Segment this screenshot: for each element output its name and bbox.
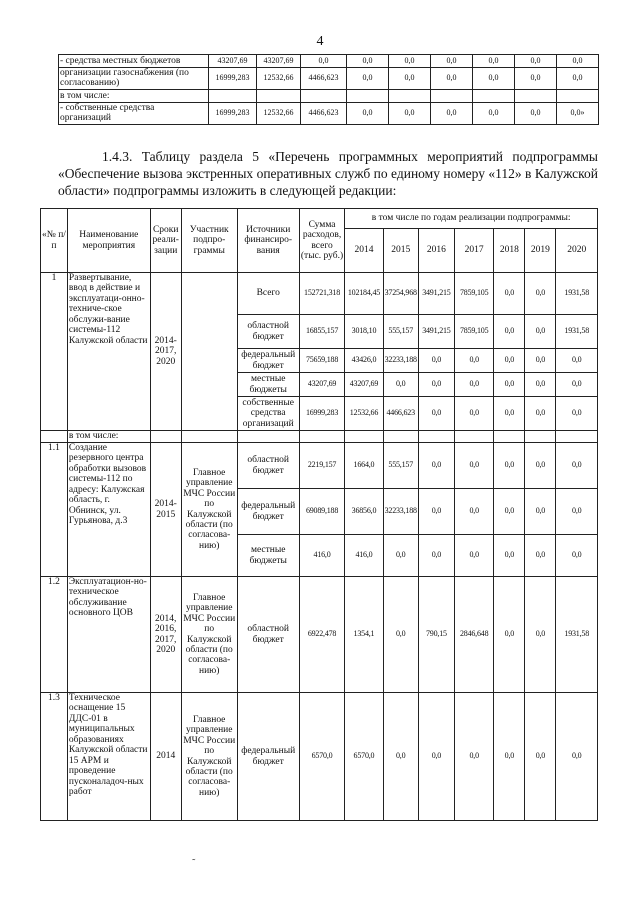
header-period: Сроки реали-зации	[150, 209, 181, 273]
value-cell: 0,0	[347, 68, 389, 90]
value-cell: 0,0	[473, 68, 515, 90]
subtotal-label: в том числе:	[67, 431, 150, 443]
value-cell: 0,0	[383, 577, 418, 693]
value-cell	[557, 89, 599, 102]
funding-source: областной бюджет	[237, 315, 299, 349]
subtotal-empty	[150, 431, 181, 443]
value-cell: 1931,58	[556, 315, 598, 349]
funding-source: федеральный бюджет	[237, 693, 299, 821]
subtotal-empty	[383, 431, 418, 443]
value-cell: 0,0	[301, 55, 347, 68]
table-row	[41, 443, 598, 489]
value-cell: 6922,478	[299, 577, 345, 693]
subtotal-empty	[345, 431, 383, 443]
item-period: 2014	[150, 693, 181, 821]
item-participant: Главное управление МЧС России по Калужской области (по согласова-нию)	[181, 577, 237, 693]
table-row	[41, 693, 598, 821]
header-year-2020: 2020	[556, 229, 598, 273]
scan-mark: ˜	[192, 858, 196, 869]
value-cell: 4466,623	[301, 102, 347, 124]
value-cell: 16855,157	[299, 315, 345, 349]
row-label: - собственные средства организаций	[59, 102, 209, 124]
value-cell: 16999,283	[209, 102, 257, 124]
value-cell: 0,0	[431, 68, 473, 90]
subtotal-empty	[494, 431, 525, 443]
amendment-paragraph: 1.4.3. Таблицу раздела 5 «Перечень программных мероприятий подпрограммы «Обеспечение вызова экстренных оперативных служб по единому номеру «112» в Калужской области» подпрограммы изложить в следующей редакции:	[58, 149, 598, 198]
value-cell: 416,0	[345, 535, 383, 577]
subtotal-empty	[455, 431, 494, 443]
value-cell: 0,0	[494, 373, 525, 397]
value-cell: 0,0	[494, 315, 525, 349]
value-cell: 0,0	[556, 397, 598, 431]
value-cell: 1931,58	[556, 577, 598, 693]
program-activities-table	[40, 208, 598, 821]
value-cell: 0,0	[525, 489, 556, 535]
value-cell: 0,0	[494, 535, 525, 577]
funding-source: Всего	[237, 273, 299, 315]
value-cell: 0,0	[494, 273, 525, 315]
value-cell: 0,0	[494, 489, 525, 535]
value-cell: 7859,105	[455, 315, 494, 349]
value-cell: 0,0	[525, 535, 556, 577]
value-cell: 0,0	[418, 489, 454, 535]
value-cell: 0,0	[455, 397, 494, 431]
value-cell: 0,0	[418, 397, 454, 431]
value-cell: 7859,105	[455, 273, 494, 315]
value-cell: 4466,623	[383, 397, 418, 431]
value-cell: 0,0	[556, 349, 598, 373]
value-cell: 12532,66	[257, 102, 301, 124]
subtotal-empty	[299, 431, 345, 443]
value-cell: 0,0	[525, 349, 556, 373]
subtotal-empty	[181, 431, 237, 443]
value-cell: 2219,157	[299, 443, 345, 489]
value-cell: 0,0	[494, 349, 525, 373]
value-cell: 43207,69	[299, 373, 345, 397]
value-cell: 0,0	[525, 315, 556, 349]
row-label: в том числе:	[59, 89, 209, 102]
value-cell: 0,0	[389, 68, 431, 90]
value-cell: 0,0	[383, 535, 418, 577]
top-funding-table	[58, 54, 599, 125]
value-cell: 36856,0	[345, 489, 383, 535]
value-cell	[473, 89, 515, 102]
value-cell: 0,0	[455, 443, 494, 489]
header-year-2017: 2017	[455, 229, 494, 273]
value-cell: 0,0	[383, 373, 418, 397]
value-cell: 69089,188	[299, 489, 345, 535]
value-cell: 790,15	[418, 577, 454, 693]
item-number: 1.1	[41, 443, 68, 577]
value-cell: 0,0	[418, 349, 454, 373]
value-cell: 0,0	[389, 102, 431, 124]
top-table-row	[59, 68, 599, 90]
header-source: Источники финансиро-вания	[237, 209, 299, 273]
value-cell: 0,0	[455, 349, 494, 373]
item-period: 2014, 2016, 2017, 2020	[150, 577, 181, 693]
row-label: - средства местных бюджетов	[59, 55, 209, 68]
item-period: 2014-2015	[150, 443, 181, 577]
value-cell: 0,0	[525, 373, 556, 397]
subtotal-row	[41, 431, 598, 443]
value-cell: 6570,0	[345, 693, 383, 821]
value-cell	[257, 89, 301, 102]
value-cell: 0,0	[455, 489, 494, 535]
page-number: 4	[316, 34, 324, 49]
value-cell: 0,0	[473, 102, 515, 124]
subtotal-empty	[525, 431, 556, 443]
item-number: 1	[41, 273, 68, 431]
value-cell: 0,0	[389, 55, 431, 68]
funding-source: федеральный бюджет	[237, 349, 299, 373]
value-cell: 2846,648	[455, 577, 494, 693]
value-cell: 555,157	[383, 315, 418, 349]
value-cell: 0,0	[556, 693, 598, 821]
header-participant: Участник подпро-граммы	[181, 209, 237, 273]
value-cell: 0,0	[494, 577, 525, 693]
value-cell: 32233,188	[383, 489, 418, 535]
header-year-2016: 2016	[418, 229, 454, 273]
value-cell: 0,0	[418, 693, 454, 821]
header-years-group: в том числе по годам реализации подпрограммы:	[345, 209, 598, 229]
header-year-2015: 2015	[383, 229, 418, 273]
value-cell: 75659,188	[299, 349, 345, 373]
value-cell: 1931,58	[556, 273, 598, 315]
item-period: 2014-2017, 2020	[150, 273, 181, 431]
value-cell: 0,0	[556, 535, 598, 577]
header-year-2019: 2019	[525, 229, 556, 273]
header-year-2018: 2018	[494, 229, 525, 273]
value-cell: 0,0	[431, 55, 473, 68]
value-cell: 0,0	[525, 397, 556, 431]
value-cell: 32233,188	[383, 349, 418, 373]
item-number: 1.2	[41, 577, 68, 693]
value-cell: 0,0	[525, 443, 556, 489]
value-cell: 0,0	[557, 55, 599, 68]
item-participant: Главное управление МЧС России по Калужской области (по согласова-нию)	[181, 443, 237, 577]
value-cell: 6570,0	[299, 693, 345, 821]
value-cell: 0,0	[383, 693, 418, 821]
value-cell: 12532,66	[345, 397, 383, 431]
value-cell	[347, 89, 389, 102]
value-cell: 0,0	[525, 273, 556, 315]
value-cell: 0,0	[556, 489, 598, 535]
header-name: Наименование мероприятия	[67, 209, 150, 273]
funding-source: местные бюджеты	[237, 373, 299, 397]
value-cell: 0,0	[455, 535, 494, 577]
value-cell: 0,0	[494, 443, 525, 489]
value-cell: 152721,318	[299, 273, 345, 315]
value-cell: 0,0	[431, 102, 473, 124]
subtotal-empty	[556, 431, 598, 443]
header-num: «№ п/п	[41, 209, 68, 273]
funding-source: местные бюджеты	[237, 535, 299, 577]
value-cell: 0,0	[473, 55, 515, 68]
item-name: Развертывание, ввод в действие и эксплуатаци-онно-техниче-ское обслужи-вание системы-112 Калужской области	[67, 273, 150, 431]
value-cell: 43207,69	[345, 373, 383, 397]
value-cell: 0,0»	[557, 102, 599, 124]
item-participant: Главное управление МЧС России по Калужской области (по согласова-нию)	[181, 693, 237, 821]
row-label: организации газоснабжения (по согласованию)	[59, 68, 209, 90]
value-cell: 1664,0	[345, 443, 383, 489]
value-cell	[209, 89, 257, 102]
value-cell: 0,0	[556, 443, 598, 489]
value-cell: 0,0	[557, 68, 599, 90]
value-cell: 0,0	[418, 443, 454, 489]
item-name: Техническое оснащение 15 ДДС-01 в муниципальных образованиях Калужской области 15 АРМ и проведение пусконаладоч-ных работ	[67, 693, 150, 821]
value-cell: 0,0	[515, 55, 557, 68]
value-cell: 0,0	[494, 693, 525, 821]
value-cell: 0,0	[418, 373, 454, 397]
value-cell: 0,0	[525, 693, 556, 821]
value-cell: 0,0	[455, 373, 494, 397]
value-cell: 16999,283	[299, 397, 345, 431]
value-cell: 3491,215	[418, 273, 454, 315]
funding-source: собственные средства организаций	[237, 397, 299, 431]
value-cell: 0,0	[515, 68, 557, 90]
value-cell: 0,0	[347, 55, 389, 68]
value-cell: 4466,623	[301, 68, 347, 90]
value-cell: 43207,69	[257, 55, 301, 68]
value-cell	[515, 89, 557, 102]
value-cell: 1354,1	[345, 577, 383, 693]
value-cell: 37254,968	[383, 273, 418, 315]
value-cell: 0,0	[418, 535, 454, 577]
value-cell: 0,0	[455, 693, 494, 821]
value-cell	[431, 89, 473, 102]
subtotal-empty	[418, 431, 454, 443]
funding-source: федеральный бюджет	[237, 489, 299, 535]
value-cell: 555,157	[383, 443, 418, 489]
value-cell: 16999,283	[209, 68, 257, 90]
subtotal-num	[41, 431, 68, 443]
value-cell: 3491,215	[418, 315, 454, 349]
value-cell: 43207,69	[209, 55, 257, 68]
item-participant	[181, 273, 237, 431]
top-table-row	[59, 89, 599, 102]
value-cell	[301, 89, 347, 102]
header-year-2014: 2014	[345, 229, 383, 273]
top-table-row	[59, 55, 599, 68]
table-row	[41, 273, 598, 315]
funding-source: областной бюджет	[237, 577, 299, 693]
item-name: Создание резервного центра обработки вызовов системы-112 по адресу: Калужская область, г. Обнинск, ул. Гурьянова, д.3	[67, 443, 150, 577]
item-number: 1.3	[41, 693, 68, 821]
subtotal-empty	[237, 431, 299, 443]
value-cell: 43426,0	[345, 349, 383, 373]
value-cell: 3018,10	[345, 315, 383, 349]
value-cell: 0,0	[347, 102, 389, 124]
item-name: Эксплуатацион-но-техническое обслуживание основного ЦОВ	[67, 577, 150, 693]
value-cell: 0,0	[494, 397, 525, 431]
value-cell: 0,0	[515, 102, 557, 124]
value-cell: 416,0	[299, 535, 345, 577]
top-table-row	[59, 102, 599, 124]
value-cell: 0,0	[525, 577, 556, 693]
funding-source: областной бюджет	[237, 443, 299, 489]
table-row	[41, 577, 598, 693]
value-cell: 102184,45	[345, 273, 383, 315]
header-sum: Сумма расходов, всего (тыс. руб.)	[299, 209, 345, 273]
value-cell: 12532,66	[257, 68, 301, 90]
value-cell	[389, 89, 431, 102]
value-cell: 0,0	[556, 373, 598, 397]
